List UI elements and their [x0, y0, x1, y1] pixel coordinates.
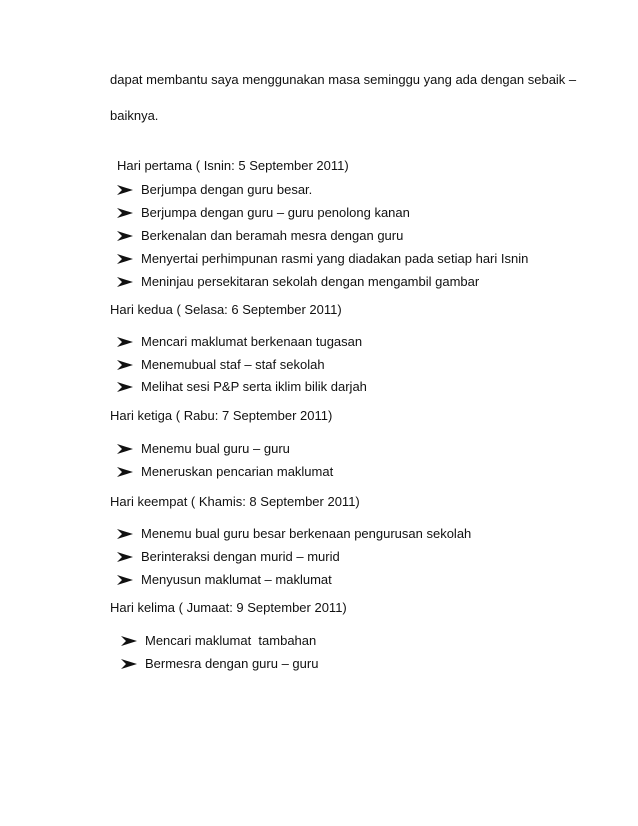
day-2-heading: Hari kedua ( Selasa: 6 September 2011) — [110, 302, 342, 317]
arrow-bullet-icon — [120, 658, 138, 670]
intro-line-2: baiknya. — [110, 108, 159, 123]
list-item — [116, 379, 367, 395]
list-item — [116, 274, 479, 290]
arrow-bullet-icon — [116, 336, 134, 348]
arrow-bullet-icon — [116, 528, 134, 540]
arrow-bullet-icon — [116, 443, 134, 455]
list-item-text: Berjumpa dengan guru besar. — [141, 182, 313, 197]
list-item — [116, 205, 410, 221]
list-item — [120, 633, 316, 649]
arrow-bullet-icon — [116, 184, 134, 196]
arrow-bullet-icon — [120, 635, 138, 647]
arrow-bullet-icon — [116, 574, 134, 586]
arrow-bullet-icon — [116, 253, 134, 265]
arrow-bullet-icon — [116, 551, 134, 563]
day-4-heading: Hari keempat ( Khamis: 8 September 2011) — [110, 494, 360, 509]
list-item-text: Menyusun maklumat – maklumat — [141, 572, 332, 587]
list-item — [120, 656, 318, 672]
list-item-text: Berinteraksi dengan murid – murid — [141, 549, 340, 564]
list-item-text: Mencari maklumat tambahan — [145, 633, 317, 648]
list-item-text: Menyertai perhimpunan rasmi yang diadakan pada setiap hari Isnin — [141, 251, 529, 266]
list-item — [116, 334, 362, 350]
list-item — [116, 441, 290, 457]
list-item — [116, 228, 403, 244]
arrow-bullet-icon — [116, 230, 134, 242]
list-item-text: Menemu bual guru besar berkenaan pengurusan sekolah — [141, 526, 472, 541]
day-1-heading: Hari pertama ( Isnin: 5 September 2011) — [117, 158, 349, 173]
day-3-heading: Hari ketiga ( Rabu: 7 September 2011) — [110, 408, 333, 423]
arrow-bullet-icon — [116, 359, 134, 371]
list-item-text: Melihat sesi P&P serta iklim bilik darjah — [141, 379, 367, 394]
arrow-bullet-icon — [116, 381, 134, 393]
list-item — [116, 464, 333, 480]
day-5-heading: Hari kelima ( Jumaat: 9 September 2011) — [110, 600, 347, 615]
list-item — [116, 251, 528, 267]
list-item-text: Berkenalan dan beramah mesra dengan guru — [141, 228, 404, 243]
list-item-text: Mencari maklumat berkenaan tugasan — [141, 334, 363, 349]
list-item — [116, 182, 312, 198]
list-item-text: Bermesra dengan guru – guru — [145, 656, 319, 671]
list-item-text: Meninjau persekitaran sekolah dengan mengambil gambar — [141, 274, 480, 289]
list-item — [116, 357, 325, 373]
list-item — [116, 572, 332, 588]
intro-line-1: dapat membantu saya menggunakan masa seminggu yang ada dengan sebaik – — [110, 72, 577, 87]
list-item-text: Berjumpa dengan guru – guru penolong kanan — [141, 205, 410, 220]
arrow-bullet-icon — [116, 207, 134, 219]
list-item-text: Menemu bual guru – guru — [141, 441, 290, 456]
arrow-bullet-icon — [116, 466, 134, 478]
list-item-text: Menemubual staf – staf sekolah — [141, 357, 325, 372]
arrow-bullet-icon — [116, 276, 134, 288]
list-item-text: Meneruskan pencarian maklumat — [141, 464, 334, 479]
list-item — [116, 549, 340, 565]
list-item — [116, 526, 471, 542]
